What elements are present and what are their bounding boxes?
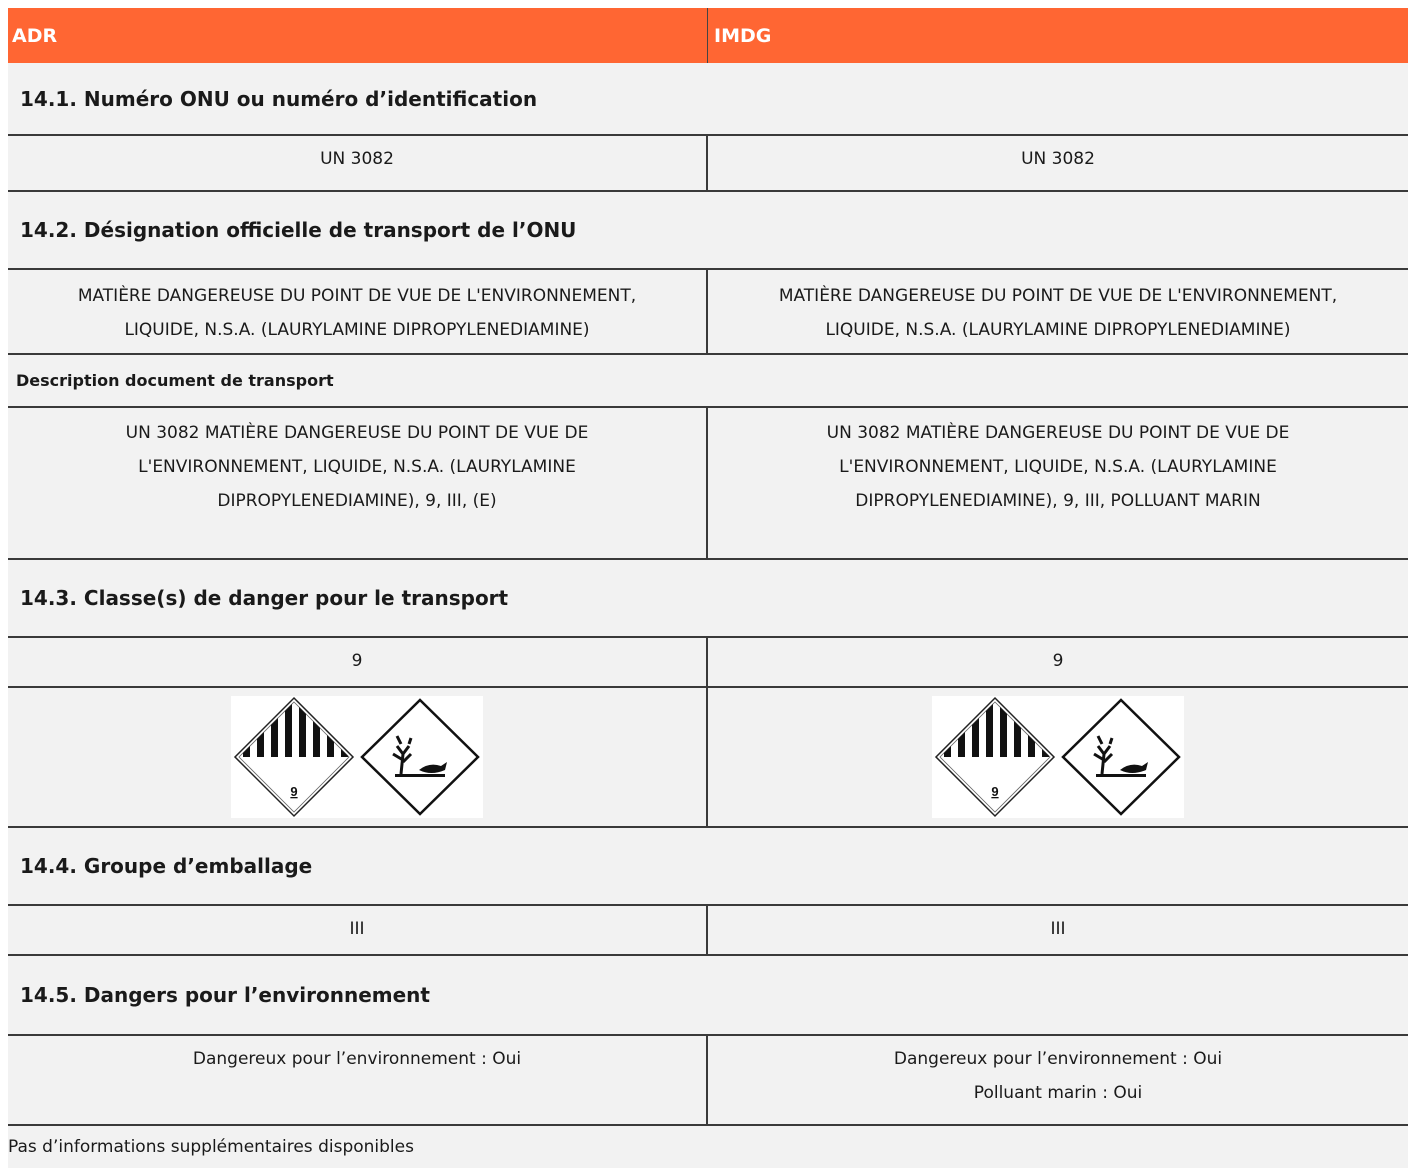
imdg-value: III: [1050, 919, 1066, 939]
adr-value: [8, 1036, 708, 1124]
data-row: [8, 906, 1408, 956]
imdg-pictograms: [708, 688, 1408, 826]
text-line: UN 3082 MATIÈRE DANGEREUSE DU POINT DE VUE DE: [125, 423, 589, 443]
class-9-label-icon: [932, 696, 1058, 818]
data-row: [8, 136, 1408, 192]
text-line: LIQUIDE, N.S.A. (LAURYLAMINE DIPROPYLENEDIAMINE): [124, 320, 590, 340]
section-title: 14.2. Désignation officielle de transport de l’ONU: [8, 192, 1408, 270]
text-line: Dangereux pour l’environnement : Oui: [893, 1049, 1223, 1069]
imdg-value: [708, 408, 1408, 558]
section-title: 14.3. Classe(s) de danger pour le transport: [8, 560, 1408, 638]
class-9-label-icon: [231, 696, 357, 818]
environment-hazard-icon: [1058, 696, 1184, 818]
imdg-value: [708, 270, 1408, 353]
text-line: L'ENVIRONNEMENT, LIQUIDE, N.S.A. (LAURYLAMINE: [839, 457, 1277, 477]
adr-value: UN 3082: [8, 136, 708, 190]
imdg-value: [708, 1036, 1408, 1124]
section-title: 14.5. Dangers pour l’environnement: [8, 956, 1408, 1036]
data-row: [8, 1036, 1408, 1126]
section-title: Description document de transport: [8, 355, 1408, 408]
header-imdg: IMDG: [714, 24, 772, 47]
adr-value: [8, 408, 708, 558]
text-line: DIPROPYLENEDIAMINE), 9, III, (E): [217, 491, 497, 511]
text-line: UN 3082 MATIÈRE DANGEREUSE DU POINT DE VUE DE: [826, 423, 1290, 443]
text-line: Polluant marin : Oui: [973, 1083, 1143, 1103]
label-number: 9: [991, 784, 999, 799]
text-line: L'ENVIRONNEMENT, LIQUIDE, N.S.A. (LAURYLAMINE: [138, 457, 576, 477]
adr-value: [8, 270, 708, 353]
text-line: MATIÈRE DANGEREUSE DU POINT DE VUE DE L'ENVIRONNEMENT,: [77, 286, 637, 306]
data-row: [8, 408, 1408, 560]
data-row: [8, 270, 1408, 355]
adr-value: III: [8, 906, 708, 954]
environment-hazard-icon: [357, 696, 483, 818]
imdg-value: UN 3082: [1021, 149, 1095, 169]
text-line: LIQUIDE, N.S.A. (LAURYLAMINE DIPROPYLENEDIAMINE): [825, 320, 1291, 340]
text-line: DIPROPYLENEDIAMINE), 9, III, POLLUANT MARIN: [855, 491, 1261, 511]
imdg-value: 9: [1052, 651, 1064, 671]
label-number: 9: [290, 784, 298, 799]
text-line: Dangereux pour l’environnement : Oui: [192, 1049, 522, 1069]
footer-note: Pas d’informations supplémentaires disponibles: [8, 1126, 1408, 1168]
section-title: 14.4. Groupe d’emballage: [8, 828, 1408, 906]
text-line: MATIÈRE DANGEREUSE DU POINT DE VUE DE L'ENVIRONNEMENT,: [778, 286, 1338, 306]
pictogram-row: [8, 688, 1408, 828]
adr-pictograms: [8, 688, 708, 826]
adr-value: 9: [8, 638, 708, 686]
section-title: 14.1. Numéro ONU ou numéro d’identification: [8, 63, 1408, 136]
header-adr: ADR: [8, 8, 708, 63]
transport-table: [8, 8, 1408, 1168]
table-header: [8, 8, 1408, 63]
data-row: [8, 638, 1408, 688]
